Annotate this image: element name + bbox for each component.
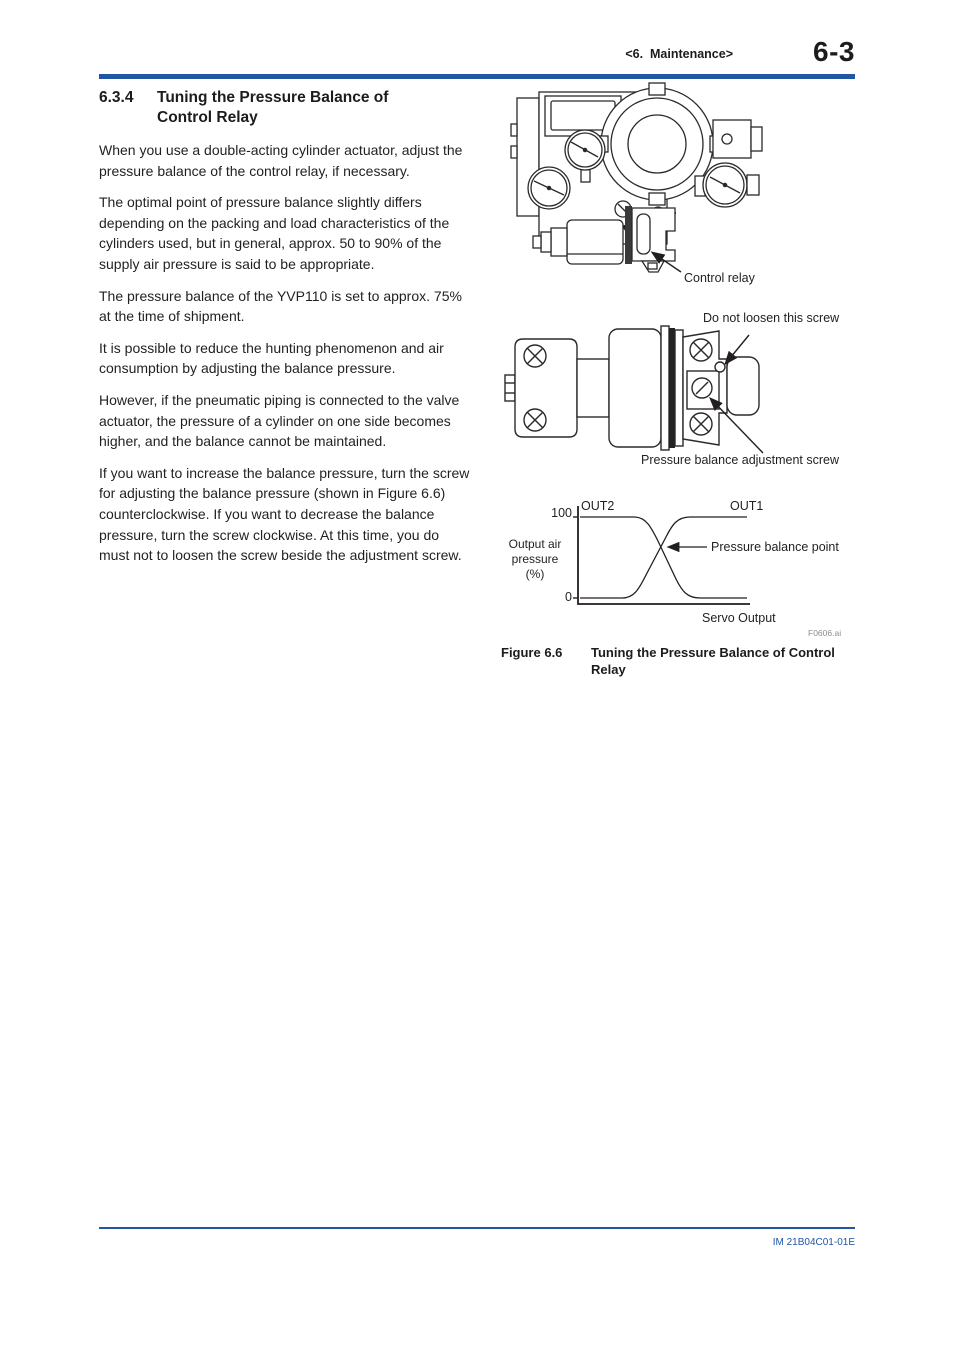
positioner-diagram	[505, 82, 775, 277]
paragraph: However, if the pneumatic piping is connected to the valve actuator, the pressure of a cylinder on one side becomes higher, and the balance cannot be maintained.	[99, 391, 460, 450]
do-not-loosen-callout: Do not loosen this screw	[703, 311, 840, 325]
paragraph: The optimal point of pressure balance slightly differs depending on the packing and load characteristics of the cylinders used, but in general, approx. 50 to 90% of the supply air pressure is said to be appropriate.	[99, 194, 450, 272]
paragraph: When you use a double-acting cylinder actuator, adjust the pressure balance of the control relay, if necessary.	[99, 142, 463, 179]
y-axis-label: Output air pressure (%)	[508, 537, 562, 581]
figure-caption-title: Tuning the Pressure Balance of Control Relay	[591, 645, 835, 677]
footer-document-number: IM 21B04C01-01E	[772, 1237, 855, 1248]
paragraph: The pressure balance of the YVP110 is set to approx. 75% at the time of shipment.	[99, 287, 462, 325]
section-heading	[99, 88, 439, 127]
section-number: 6.3.4	[99, 89, 134, 106]
paragraph: It is possible to reduce the hunting phenomenon and air consumption by adjusting the balance pressure.	[99, 339, 444, 377]
paragraph: If you want to increase the balance pressure, turn the screw for adjusting the balance pressure (shown in Figure 6.6) counterclockwise. If you want to decrease the balance pressure, turn the screw clockwise. At this time, you do must not to loosen the screw beside the adjustment screw.	[99, 464, 470, 564]
x-axis-label: Servo Output	[702, 611, 776, 625]
section-title: Tuning the Pressure Balance of Control Relay	[157, 89, 389, 126]
figure-file-footnote: F0606.ai	[808, 628, 842, 638]
series-out1-curve	[580, 517, 747, 598]
body-text-column	[99, 140, 471, 577]
header-rule	[99, 74, 855, 79]
ytick-100: 100	[551, 506, 572, 520]
adjustment-screw-callout: Pressure balance adjustment screw	[641, 453, 840, 467]
figure-caption	[501, 645, 861, 678]
relay-detail-diagram	[505, 325, 795, 465]
series-out2-curve	[580, 517, 747, 598]
running-head: <6. Maintenance>	[625, 47, 733, 61]
ytick-0: 0	[565, 590, 572, 604]
page-number: 6-3	[813, 36, 855, 67]
control-relay-callout: Control relay	[684, 271, 755, 285]
series-label-out1: OUT1	[730, 499, 764, 513]
footer-rule	[99, 1227, 855, 1229]
balance-point-annotation: Pressure balance point	[711, 540, 839, 554]
figure-caption-label: Figure 6.6	[501, 645, 563, 660]
series-label-out2: OUT2	[581, 499, 615, 513]
